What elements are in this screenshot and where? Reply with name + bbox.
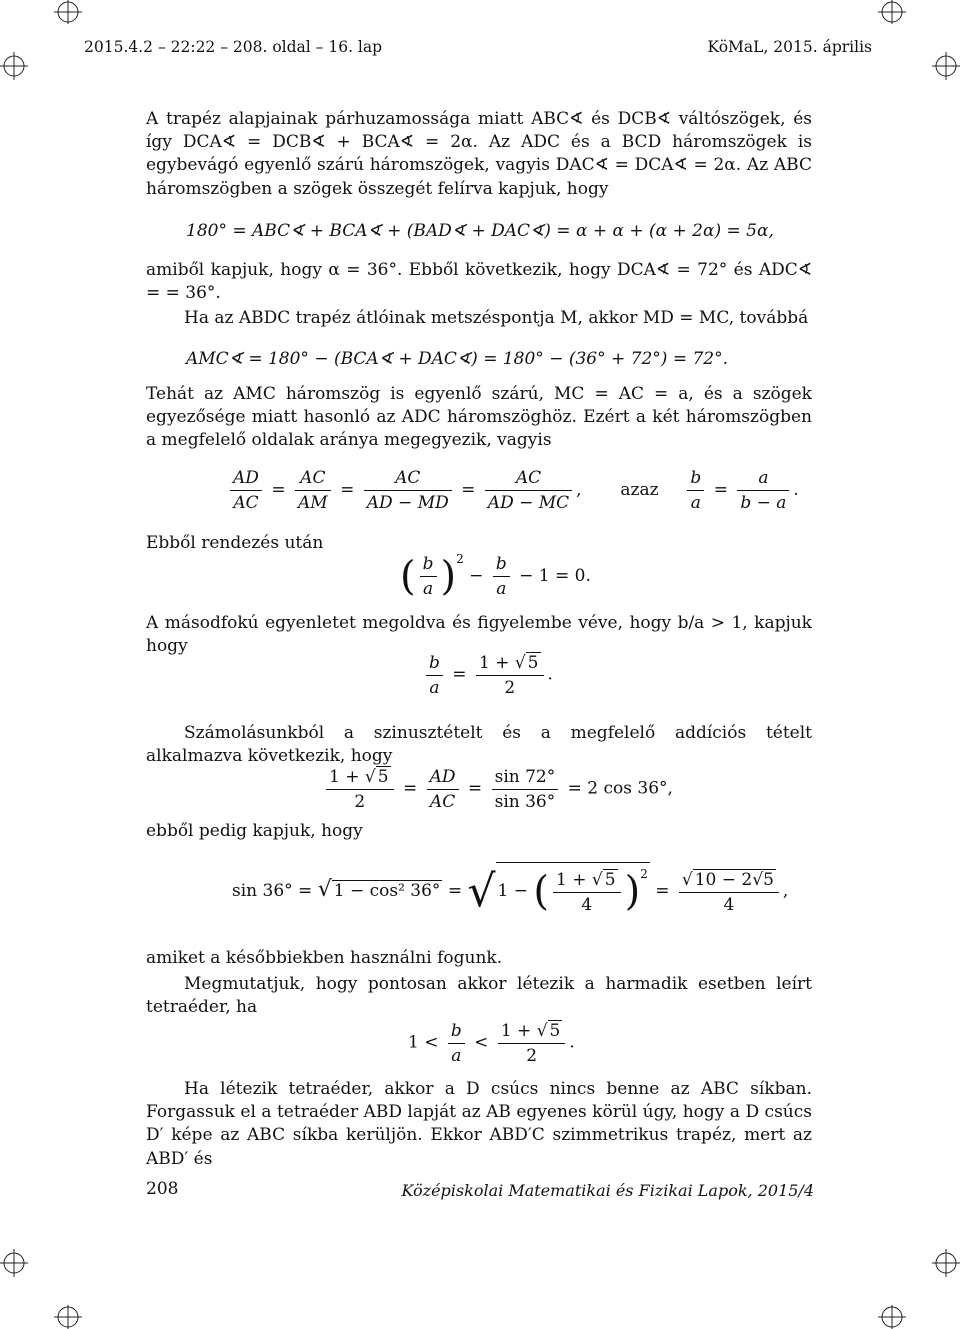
- label-azaz: azaz: [620, 480, 659, 500]
- paragraph-solving-quadratic: A másodfokú egyenletet megoldva és figyelembe véve, hogy b/a > 1, kapjuk hogy: [146, 613, 812, 657]
- paragraph-trapezoid-angles: A trapéz alapjainak párhuzamossága miatt ABC∢ és DCB∢ váltószögek, és így DCA∢ = DCB∢ + BCA∢ = 2α. Az ADC és a BCD háromszögek is egybevágó egyenlő szárú háromszögek, vagyis DAC∢ = DCA∢ = 2α. Az ABC háromszögben a szögek összegét felírva kapjuk, hogy: [146, 109, 812, 199]
- crop-mark-bottom-right: [872, 1293, 912, 1329]
- paragraph-rearranging: Ebből rendezés után: [146, 533, 324, 553]
- crop-mark-bottom-left: [48, 1293, 88, 1329]
- crop-mark-right-lower: [926, 1243, 960, 1283]
- paragraph-alpha-value: amiből kapjuk, hogy α = 36°. Ebből következik, hogy DCA∢ = 72° és ADC∢ = = 36°.: [146, 260, 812, 304]
- crop-mark-left-upper: [0, 46, 36, 86]
- paragraph-later-use: amiket a későbbiekben használni fogunk.: [146, 948, 503, 968]
- fraction-a-b-minus-a: $\frac{a}{b - a}$: [737, 468, 789, 513]
- equation-cos36: $\frac{1 + √ 5}{2}$ = $\frac{AD}{AC}$ = $\frac{\sin 72^\circ}{\sin 36^\circ}$ = 2 cos 36°,: [322, 766, 673, 812]
- equation-ratio-chain: $\frac{AD}{AC}$ = $\frac{AC}{AM}$ = $\frac{AC}{AD - MD}$ = $\frac{AC}{AD - MC}$ , azaz $\frac{b}{a}$ = $\frac{a}{b - a}$ .: [226, 468, 799, 513]
- fraction-ac-am: $\frac{AC}{AM}$: [295, 468, 331, 513]
- header-journal-date: KöMaL, 2015. április: [707, 38, 872, 56]
- equation-angle-sum: 180° = ABC∢ + BCA∢ + (BAD∢ + DAC∢) = α + α + (α + 2α) = 5α,: [186, 221, 774, 241]
- page-number: 208: [146, 1179, 179, 1199]
- crop-mark-left-lower: [0, 1243, 36, 1283]
- footer-journal-title: Középiskolai Matematikai és Fizikai Lapok, 2015/4: [401, 1181, 814, 1200]
- crop-mark-top-left: [48, 0, 88, 36]
- paragraph-diagonal-intersection: Ha az ABDC trapéz átlóinak metszéspontja M, akkor MD = MC, továbbá: [184, 308, 809, 328]
- paragraph-similar-triangles: Tehát az AMC háromszög is egyenlő szárú, MC = AC = a, és a szögek egyezősége miatt hasonló az ADC háromszöghöz. Ezért a két háromszögben a megfelelő oldalak aránya megegyezik, vagyis: [146, 384, 812, 451]
- paragraph-rotation: Ha létezik tetraéder, akkor a D csúcs nincs benne az ABC síkban. Forgassuk el a tetraéder ABD lapját az AB egyenes körül úgy, hogy a D csúcs D′ képe az ABC síkba kerüljön. Ekkor ABD′C szimmetrikus trapéz, mert az ABD′ és: [146, 1079, 812, 1169]
- equation-quadratic: ( $\frac{b}{a}$ )$^2$ − $\frac{b}{a}$ − 1 = 0.: [400, 552, 591, 600]
- equation-inequality: 1 < $\frac{b}{a}$ < $\frac{1 + √ 5}{2}$ .: [408, 1020, 575, 1066]
- header-print-info: 2015.4.2 – 22:22 – 208. oldal – 16. lap: [84, 38, 383, 56]
- paragraph-from-this: ebből pedig kapjuk, hogy: [146, 821, 363, 841]
- fraction-ac-ad-md: $\frac{AC}{AD - MD}$: [364, 468, 452, 513]
- fraction-ad-ac: $\frac{AD}{AC}$: [230, 468, 262, 513]
- paragraph-tetrahedron-exists: Megmutatjuk, hogy pontosan akkor létezik a harmadik esetben leírt tetraéder, ha: [146, 974, 812, 1018]
- equation-sin36: sin 36° = √ 1 − cos² 36° = √ 1 − ( $\frac{1 + √ 5}{4}$ )$^2$ = $\frac{√ 10 - 2√5}{4}$ ,: [232, 862, 788, 917]
- crop-mark-top-right: [872, 0, 912, 36]
- equation-golden-ratio: $\frac{b}{a}$ = $\frac{1 + √ 5}{2}$ .: [422, 652, 553, 698]
- fraction-b-a: $\frac{b}{a}$: [687, 468, 704, 513]
- equation-amc-angle: AMC∢ = 180° − (BCA∢ + DAC∢) = 180° − (36° + 72°) = 72°.: [186, 349, 729, 369]
- fraction-ac-ad-mc: $\frac{AC}{AD - MC}$: [485, 468, 572, 513]
- crop-mark-right-upper: [926, 46, 960, 86]
- paragraph-sine-rule: Számolásunkból a szinusztételt és a megfelelő addíciós tételt alkalmazva következik, hogy: [146, 723, 812, 767]
